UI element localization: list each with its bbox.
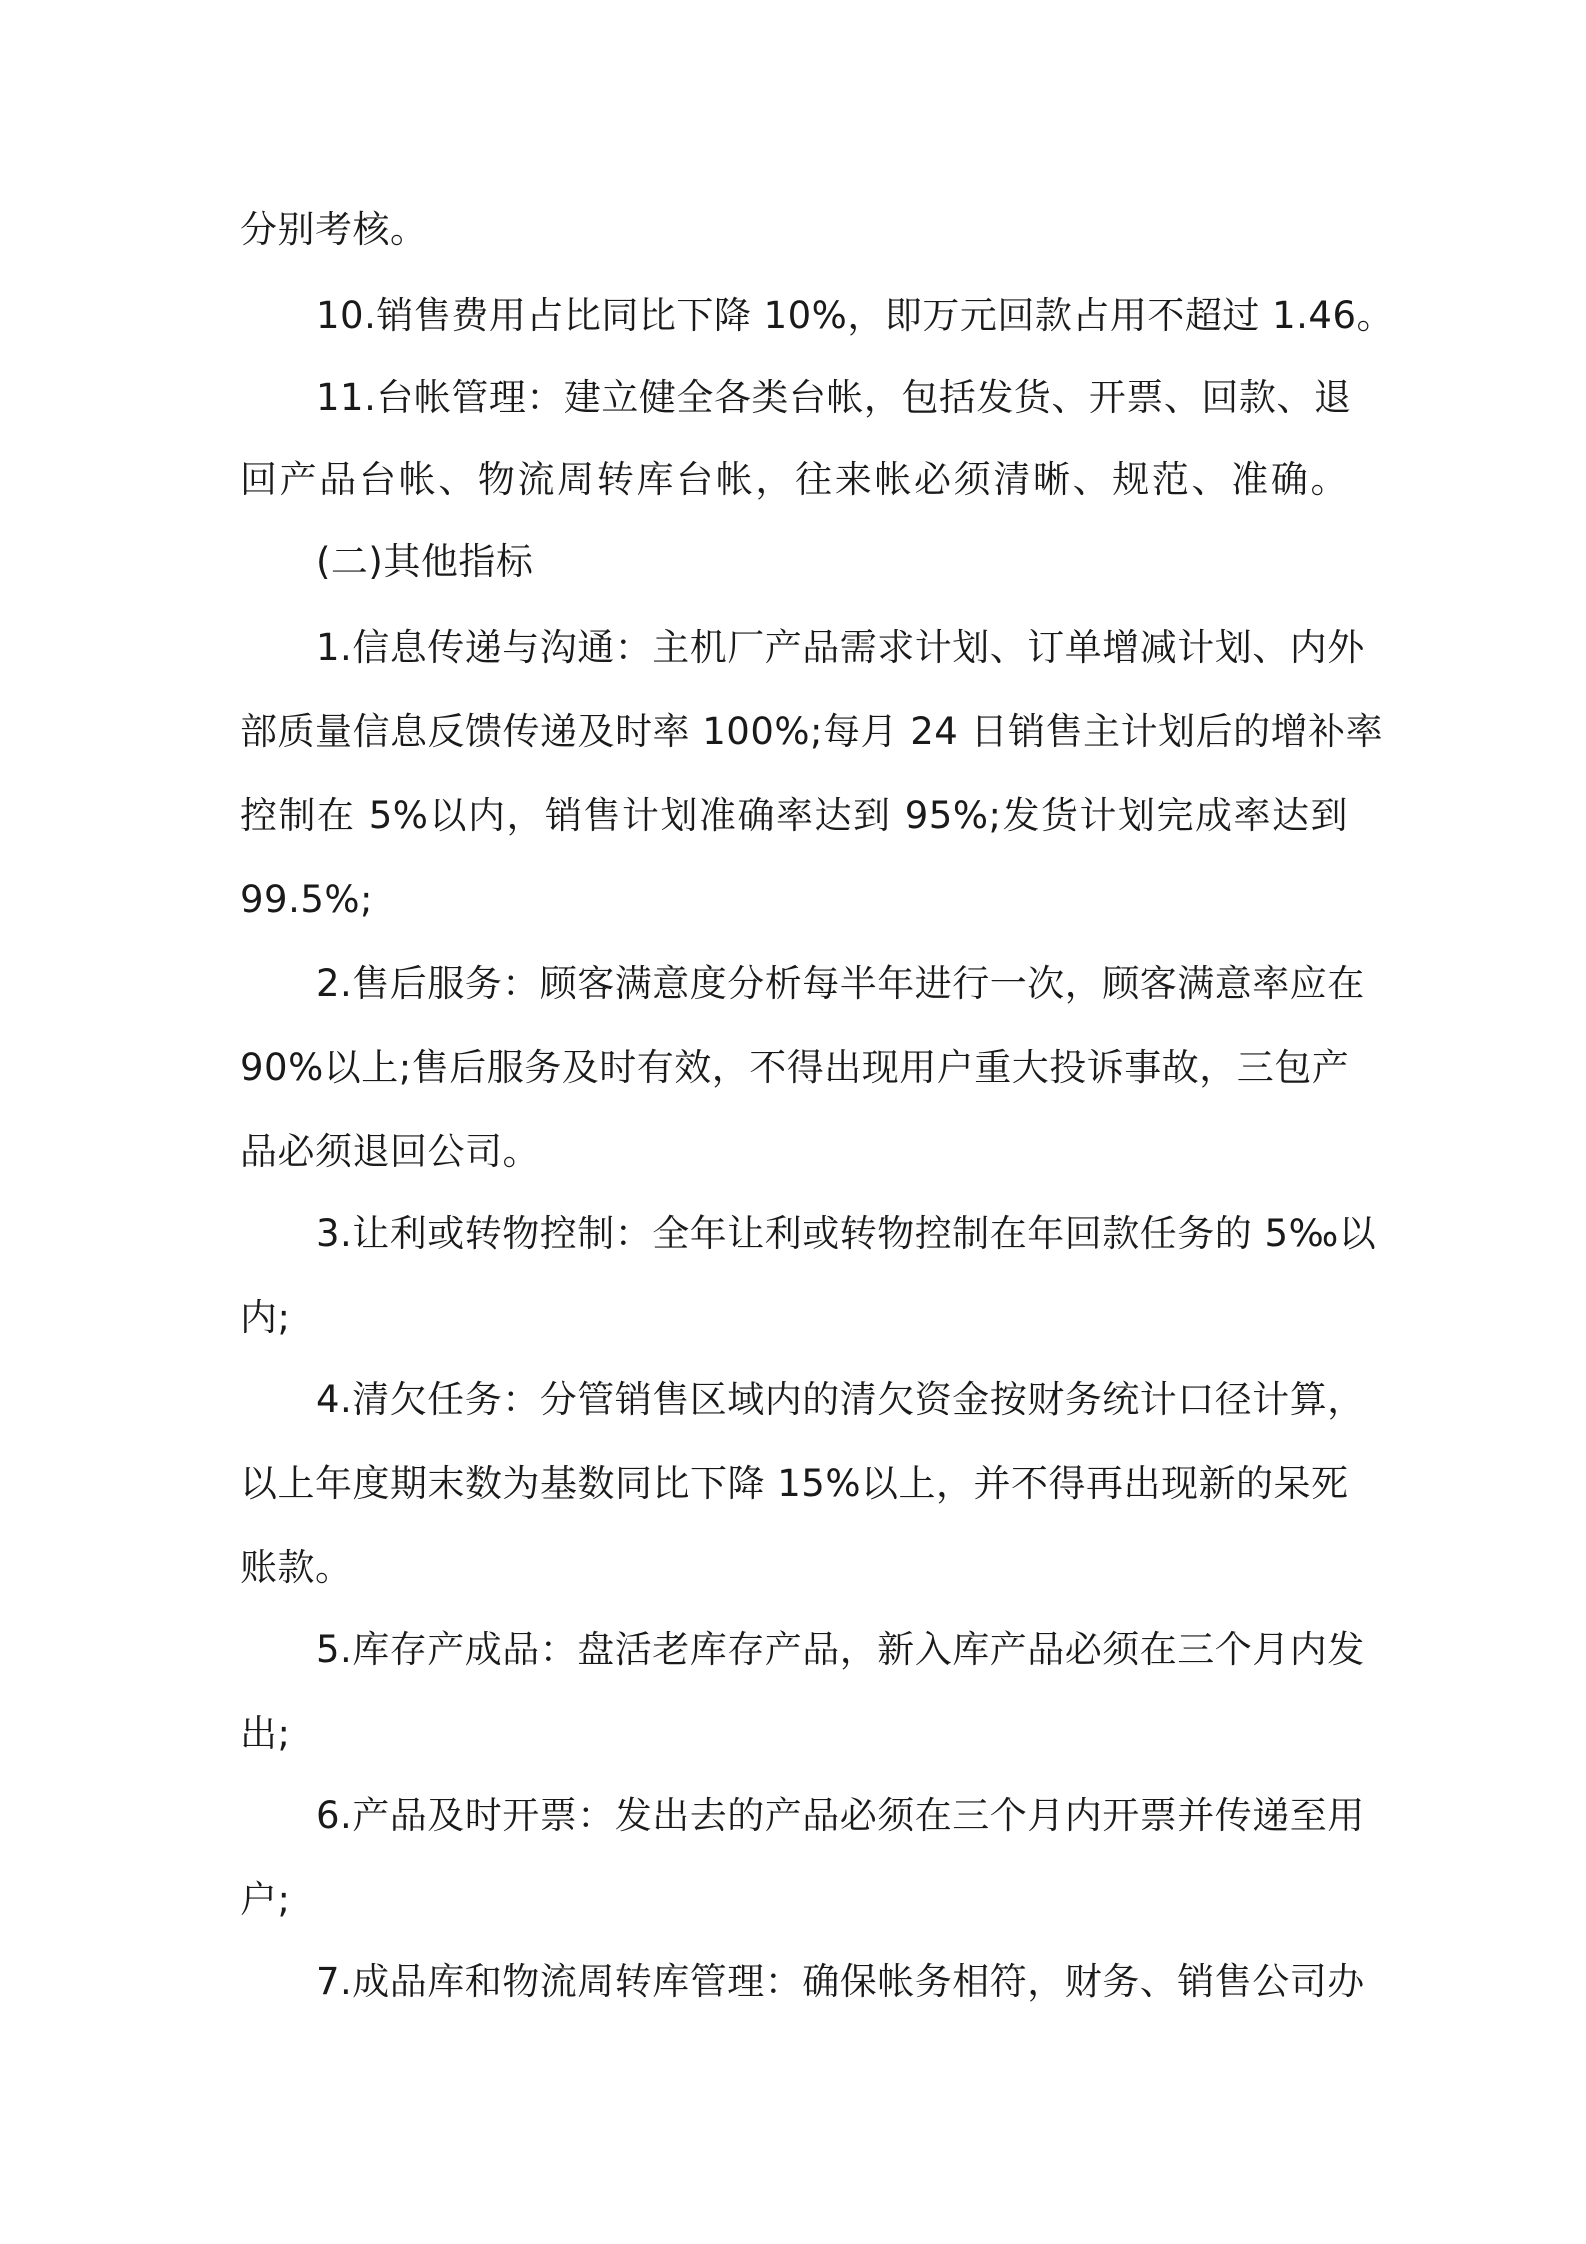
text-line: 品必须退回公司。	[240, 1130, 540, 1173]
text-line: 出;	[240, 1712, 291, 1755]
text-line: 部质量信息反馈传递及时率 100%;每月 24 日销售主计划后的增补率	[240, 710, 1384, 753]
text-line: 控制在 5%以内，销售计划准确率达到 95%;发货计划完成率达到	[240, 794, 1348, 837]
text-line: 4.清欠任务：分管销售区域内的清欠资金按财务统计口径计算，	[316, 1378, 1365, 1421]
text-line: 户;	[240, 1878, 291, 1921]
text-line: 回产品台帐、物流周转库台帐，往来帐必须清晰、规范、准确。	[240, 458, 1348, 501]
text-line: 内;	[240, 1296, 291, 1339]
text-line: 6.产品及时开票：发出去的产品必须在三个月内开票并传递至用	[316, 1794, 1365, 1837]
text-line: 5.库存产成品：盘活老库存产品，新入库产品必须在三个月内发	[316, 1628, 1365, 1671]
text-line: 11.台帐管理：建立健全各类台帐，包括发货、开票、回款、退	[316, 376, 1352, 419]
text-line: 3.让利或转物控制：全年让利或转物控制在年回款任务的 5‰以	[316, 1212, 1377, 1255]
section-heading: (二)其他指标	[316, 540, 534, 583]
text-line: 1.信息传递与沟通：主机厂产品需求计划、订单增减计划、内外	[316, 626, 1365, 669]
text-line: 7.成品库和物流周转库管理：确保帐务相符，财务、销售公司办	[316, 1960, 1365, 2003]
text-line: 10.销售费用占比同比下降 10%，即万元回款占用不超过 1.46。	[316, 294, 1394, 337]
text-line: 2.售后服务：顾客满意度分析每半年进行一次，顾客满意率应在	[316, 962, 1365, 1005]
text-line: 以上年度期末数为基数同比下降 15%以上，并不得再出现新的呆死	[240, 1462, 1349, 1505]
text-line: 90%以上;售后服务及时有效，不得出现用户重大投诉事故，三包产	[240, 1046, 1350, 1089]
text-line: 99.5%;	[240, 878, 374, 921]
text-line: 账款。	[240, 1546, 353, 1589]
text-line: 分别考核。	[240, 208, 428, 251]
